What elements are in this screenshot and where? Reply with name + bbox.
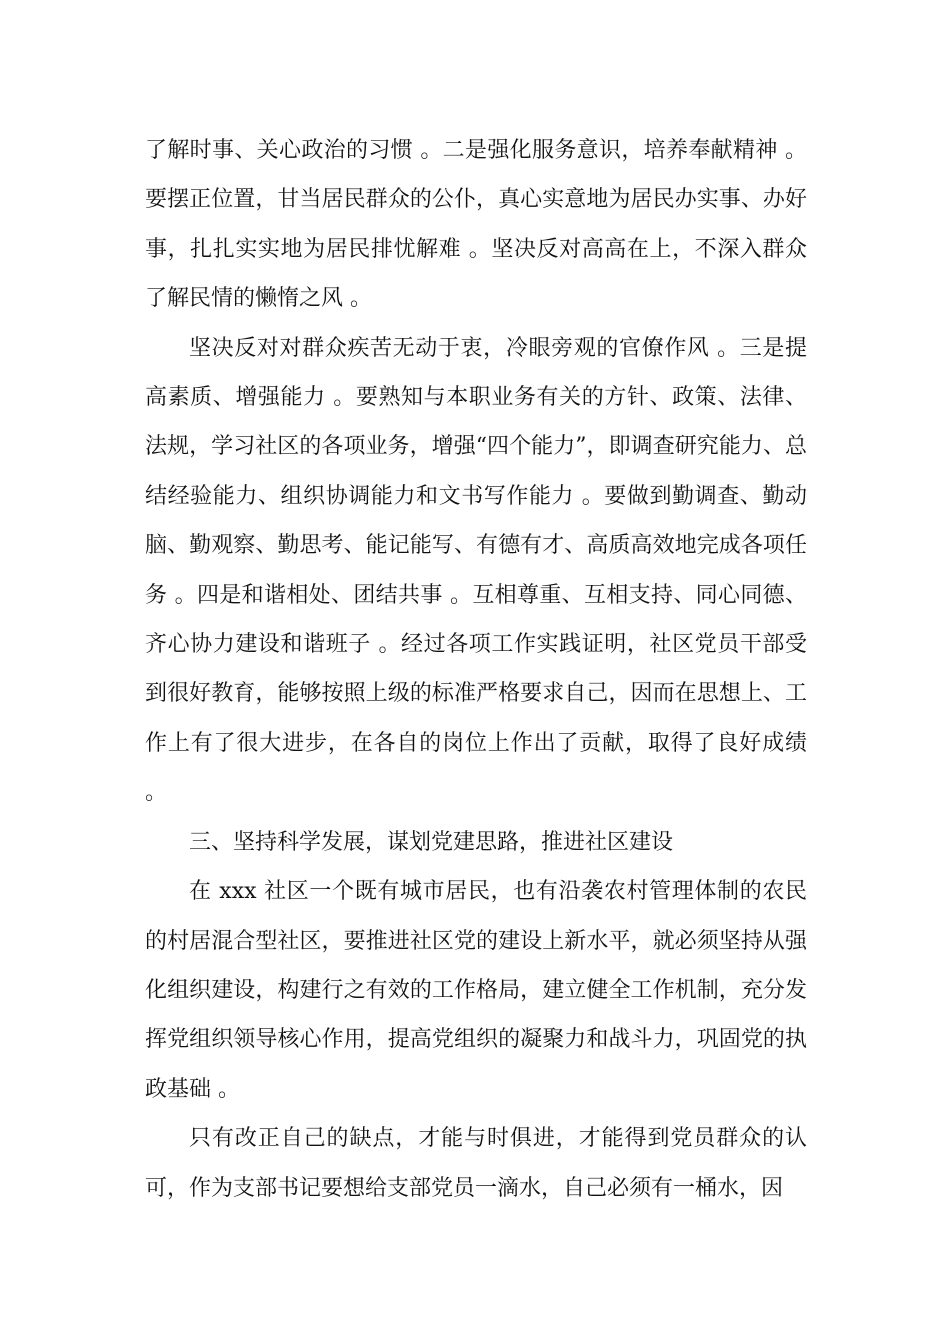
document-body xyxy=(145,126,807,1213)
paragraph-continuation: 了解时事、关心政治的习惯 。二是强化服务意识，培养奉献精神 。要摆正位置，甘当居民群众的公仆，真心实意地为居民办实事、办好事，扎扎实实地为居民排忧解难 。坚决反对高高在上，不深入群众了解民情的懒惰之风 。 xyxy=(145,138,807,312)
paragraph-self-improvement: 只有改正自己的缺点，才能与时俱进，才能得到党员群众的认可，作为支部书记要想给支部党员一滴水，自己必须有一桶水，因 xyxy=(145,1126,807,1201)
paragraph-community-building: 在 xxx 社区一个既有城市居民，也有沿袭农村管理体制的农民的村居混合型社区，要推进社区党的建设上新水平，就必须坚持从强化组织建设，构建行之有效的工作格局，建立健全工作机制，充分发挥党组织领导核心作用，提高党组织的凝聚力和战斗力，巩固党的执政基础 。 xyxy=(145,879,807,1102)
section-heading-three: 三、坚持科学发展，谋划党建思路，推进社区建设 xyxy=(189,829,674,855)
paragraph-quality-ability: 坚决反对对群众疾苦无动于衷，冷眼旁观的官僚作风 。三是提高素质、增强能力 。要熟知与本职业务有关的方针、政策、法律、法规，学习社区的各项业务，增强“四个能力”，即调查研究能力、总结经验能力、组织协调能力和文书写作能力 。要做到勤调查、勤动脑、勤观察、勤思考、能记能写、有德有才、高质高效地完成各项任务 。四是和谐相处、团结共事 。互相尊重、互相支持、同心同德、齐心协力建设和谐班子 。经过各项工作实践证明，社区党员干部受到很好教育，能够按照上级的标准严格要求自己，因而在思想上、工作上有了很大进步，在各自的岗位上作出了贡献，取得了良好成绩 。 xyxy=(145,335,807,806)
